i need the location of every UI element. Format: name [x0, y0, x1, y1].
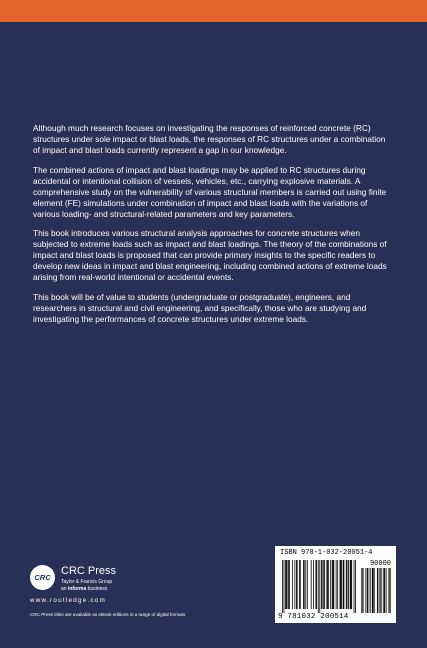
- barcode-bar: [347, 560, 348, 609]
- barcode-bar: [355, 560, 356, 613]
- blurb-paragraph-1: Although much research focuses on investigating the responses of reinforced concrete (RC) structures under sole impact or blast loads, the responses of RC structures under a combination of impact and blast loads currently represent a gap in our knowledge.: [33, 123, 386, 155]
- barcode-bar: [289, 560, 290, 609]
- barcode-bar: [321, 560, 322, 609]
- addon-barcode-bar: [367, 568, 368, 613]
- barcode-bar: [284, 560, 285, 613]
- addon-barcode-bar: [377, 568, 378, 613]
- barcode-bar: [286, 560, 287, 609]
- addon-barcode-bar: [365, 568, 366, 613]
- barcode-bar: [285, 560, 286, 609]
- top-accent-band: [0, 0, 427, 22]
- ebook-availability-note: CRC Press titles are available as eBook editions in a range of digital formats: [30, 612, 186, 617]
- barcode-bar: [313, 560, 314, 609]
- barcode-bar: [326, 560, 327, 609]
- barcode-bar: [297, 560, 298, 609]
- barcode-bar: [300, 560, 301, 609]
- barcode-bar: [316, 560, 317, 609]
- addon-barcode-bar: [383, 568, 384, 613]
- addon-barcode-bar: [370, 568, 371, 613]
- addon-barcode-bar: [367, 568, 368, 613]
- blurb-paragraph-4: This book will be of value to students (undergraduate or postgraduate), engineers, and researchers in structural and civil engineering, and specifically, those who are studying and investigating the performances of concrete structures under extreme loads.: [33, 291, 367, 324]
- barcode-bar: [350, 560, 351, 609]
- price-addon-barcode-bars: [361, 568, 391, 613]
- addon-barcode-bar: [378, 568, 379, 613]
- barcode-bar: [330, 560, 331, 609]
- price-code-label: 90000: [369, 560, 391, 568]
- barcode-bar: [322, 560, 323, 609]
- addon-barcode-bar: [372, 568, 373, 613]
- publisher-url: www.routledge.com: [30, 597, 107, 604]
- barcode-bar: [341, 560, 342, 609]
- barcode-bar: [340, 560, 341, 609]
- publisher-block: [30, 565, 180, 605]
- barcode-bar: [354, 560, 355, 613]
- addon-barcode-bar: [385, 568, 386, 613]
- barcode-bar: [337, 560, 338, 609]
- addon-barcode-bar: [381, 568, 382, 613]
- addon-barcode-bar: [386, 568, 387, 613]
- crc-press-logo-icon: CRC: [30, 565, 55, 590]
- barcode-bar: [282, 560, 283, 613]
- barcode-bar: [294, 560, 295, 609]
- barcode-bar: [323, 560, 324, 609]
- addon-barcode-bar: [369, 568, 370, 613]
- barcode-bar: [333, 560, 334, 609]
- barcode-bar: [332, 560, 333, 609]
- addon-barcode-bar: [363, 568, 364, 613]
- barcode-bar: [327, 560, 328, 609]
- addon-barcode-bar: [379, 568, 380, 613]
- isbn-barcode: [275, 546, 396, 623]
- addon-barcode-bar: [388, 568, 389, 613]
- barcode-bar: [346, 560, 347, 609]
- barcode-bar: [343, 560, 344, 609]
- publisher-name: CRC Press: [61, 565, 117, 577]
- isbn-label: ISBN 978-1-032-20051-4: [280, 549, 373, 557]
- addon-barcode-bar: [372, 568, 373, 613]
- barcode-bar: [348, 560, 349, 609]
- blurb-paragraph-3: This book introduces various structural analysis approaches for concrete structures when subjected to extreme loads such as impact and blast loadings. The theory of the combinations of impact and blast loads is proposed that can provide primary insights to the specific readers to develop new ideas in impact and blast engineering, including combined actions of extreme loads arising from real-world intentional or accidental events.: [33, 228, 387, 282]
- barcode-bar: [299, 560, 300, 609]
- barcode-bar: [292, 560, 293, 609]
- addon-barcode-bar: [380, 568, 381, 613]
- barcode-bar: [333, 560, 334, 609]
- barcode-digits: 9 781032 200514: [278, 613, 349, 621]
- addon-barcode-bar: [362, 568, 363, 613]
- barcode-bar: [340, 560, 341, 609]
- ean13-barcode-bars: [282, 560, 356, 613]
- addon-barcode-bar: [389, 568, 390, 613]
- barcode-bar: [288, 560, 289, 609]
- barcode-bar: [351, 560, 352, 609]
- addon-barcode-bar: [384, 568, 385, 613]
- barcode-bar: [287, 560, 288, 609]
- barcode-bar: [303, 560, 304, 609]
- barcode-bar: [344, 560, 345, 609]
- barcode-bar: [307, 560, 308, 609]
- barcode-bar: [324, 560, 325, 609]
- barcode-bar: [304, 560, 305, 609]
- barcode-bar: [351, 560, 352, 609]
- blurb-paragraph-2: The combined actions of impact and blast loadings may be applied to RC structures during accidental or intentional collision of vessels, vehicles, etc., carrying explosive materials. A comprehensive study on the vulnerability of various structural members is carried out using finite element (FE) simulations under combination of impact and blast loads with the variations of various loading- and structural-related parameters and key parameters.: [33, 164, 387, 219]
- addon-barcode-bar: [373, 568, 374, 613]
- barcode-bar: [296, 560, 297, 609]
- publisher-group: Taylor & Francis Group: [61, 579, 113, 585]
- addon-barcode-bar: [361, 568, 362, 613]
- barcode-bar: [315, 560, 316, 609]
- barcode-bar: [305, 560, 306, 609]
- barcode-bar: [328, 560, 329, 609]
- barcode-bar: [336, 560, 337, 609]
- addon-barcode-bar: [390, 568, 391, 613]
- publisher-business: an informa business: [61, 586, 108, 592]
- addon-barcode-bar: [374, 568, 375, 613]
- back-cover-blurb: [33, 123, 393, 333]
- barcode-bar: [311, 560, 312, 609]
- barcode-bar: [319, 560, 320, 613]
- barcode-bar: [318, 560, 319, 613]
